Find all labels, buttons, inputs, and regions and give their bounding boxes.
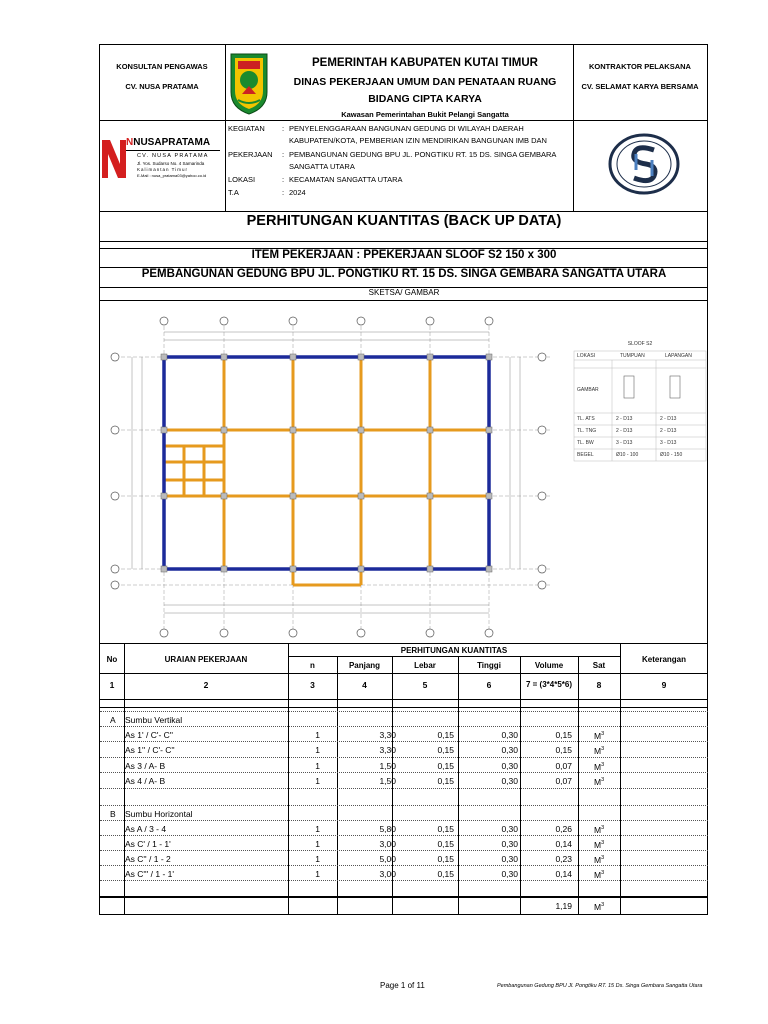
sloof-header-tumpuan: TUMPUAN	[620, 353, 645, 359]
logo-address-2: Kalimantan Timur	[137, 167, 189, 172]
sloof-row-label: TL. BW	[577, 440, 594, 446]
col-panjang: Panjang	[348, 661, 381, 670]
row-tinggi: 0,30	[501, 761, 518, 771]
row-panjang: 1,50	[379, 761, 396, 771]
header-line-3: BIDANG CIPTA KARYA	[368, 93, 482, 105]
col-index: 3	[310, 680, 315, 690]
row-label: As 1'' / C'- C''	[125, 745, 175, 755]
floor-plan-drawing	[100, 300, 708, 642]
row-tinggi: 0,30	[501, 839, 518, 849]
divider	[100, 707, 707, 708]
row-separator	[100, 788, 708, 789]
col-index: 7 = (3*4*5*6)	[525, 680, 573, 689]
item-title: ITEM PEKERJAAN : PPEKERJAAN SLOOF S2 150 x 300	[251, 249, 557, 261]
row-sat: $M^3$	[594, 777, 605, 787]
row-label: As C' / 1 - 1'	[125, 839, 171, 849]
divider	[100, 897, 707, 898]
row-separator	[100, 835, 708, 836]
sloof-row-lapangan: 2 - D13	[660, 416, 677, 422]
row-lebar: 0,15	[437, 730, 454, 740]
total-sat: $M^3$	[594, 902, 605, 912]
ta-value: 2024	[289, 188, 306, 197]
page-title: PERHITUNGAN KUANTITAS (BACK UP DATA)	[246, 213, 562, 229]
ta-label: T.A	[228, 188, 239, 197]
divider	[458, 698, 459, 915]
selamat-karya-logo-icon	[606, 132, 682, 196]
contractor-name: CV. SELAMAT KARYA BERSAMA	[581, 82, 699, 91]
row-sat: $M^3$	[594, 731, 605, 741]
row-n: 1	[315, 869, 320, 879]
col-index: 9	[661, 680, 667, 690]
row-tinggi: 0,30	[501, 869, 518, 879]
sloof-row-tumpuan: 3 - D13	[616, 440, 633, 446]
colon: :	[282, 188, 285, 197]
col-index: 1	[109, 680, 115, 690]
row-volume: 0,15	[555, 730, 572, 740]
row-lebar: 0,15	[437, 869, 454, 879]
colon: :	[282, 124, 285, 133]
page-number: Page 1 of 11	[380, 981, 425, 990]
col-group: PERHITUNGAN KUANTITAS	[400, 646, 508, 655]
sketch-label: SKETSA/ GAMBAR	[368, 288, 440, 297]
nusa-pratama-logo-icon	[100, 136, 128, 182]
kutai-timur-emblem-icon	[228, 50, 270, 116]
row-separator	[100, 726, 708, 727]
contractor-title: KONTRAKTOR PELAKSANA	[589, 62, 691, 71]
sloof-row-label: TL. ATS	[577, 416, 595, 422]
col-uraian: URAIAN PEKERJAAN	[164, 655, 248, 664]
colon: :	[282, 175, 285, 184]
divider	[100, 896, 708, 897]
divider	[337, 698, 338, 915]
pekerjaan-value-2: SANGATTA UTARA	[289, 162, 355, 171]
sloof-table-title: SLOOF S2	[627, 341, 653, 347]
logo-address-1: Jl. Yos. Sudarso No. 4 Samarinda	[137, 161, 205, 166]
divider	[225, 45, 226, 211]
section-title: Sumbu Horizontal	[125, 809, 193, 819]
row-volume: 0,15	[555, 745, 572, 755]
row-separator	[100, 757, 708, 758]
row-sat: $M^3$	[594, 840, 605, 850]
divider	[100, 211, 707, 212]
row-volume: 0,23	[555, 854, 572, 864]
sloof-row-tumpuan: Ø10 - 100	[616, 452, 639, 458]
row-lebar: 0,15	[437, 745, 454, 755]
sloof-header-lokasi: LOKASI	[577, 353, 596, 359]
col-index: 5	[422, 680, 428, 690]
row-n: 1	[315, 839, 320, 849]
col-tinggi: Tinggi	[477, 661, 501, 670]
col-lebar: Lebar	[414, 661, 436, 670]
divider	[100, 673, 708, 674]
logo-brand: NNUSAPRATAMA	[126, 137, 211, 148]
row-label: As 1' / C'- C''	[125, 730, 174, 740]
row-n: 1	[315, 730, 320, 740]
divider	[126, 150, 220, 151]
row-label: As A / 3 - 4	[125, 824, 167, 834]
row-separator	[100, 850, 708, 851]
divider	[520, 698, 521, 915]
row-separator	[100, 741, 708, 742]
row-tinggi: 0,30	[501, 854, 518, 864]
sloof-row-lapangan: Ø10 - 150	[660, 452, 683, 458]
sloof-row-lapangan: 3 - D13	[660, 440, 677, 446]
project-subtitle: PEMBANGUNAN GEDUNG BPU JL. PONGTIKU RT. 15 DS. SINGA GEMBARA SANGATTA UTARA	[141, 268, 667, 280]
row-n: 1	[315, 745, 320, 755]
kegiatan-value-1: PENYELENGGARAAN BANGUNAN GEDUNG DI WILAYAH DAERAH	[289, 124, 524, 133]
row-separator	[100, 880, 708, 881]
total-volume: 1,19	[555, 901, 572, 911]
header-line-1: PEMERINTAH KABUPATEN KUTAI TIMUR	[312, 57, 538, 69]
row-tinggi: 0,30	[501, 745, 518, 755]
row-n: 1	[315, 776, 320, 786]
col-volume: Volume	[534, 661, 564, 670]
row-panjang: 3,30	[379, 745, 396, 755]
consultant-title: KONSULTAN PENGAWAS	[116, 62, 208, 71]
row-panjang: 3,30	[379, 730, 396, 740]
kegiatan-label: KEGIATAN	[228, 124, 265, 133]
row-panjang: 5,00	[379, 854, 396, 864]
row-tinggi: 0,30	[501, 824, 518, 834]
row-separator	[100, 865, 708, 866]
row-lebar: 0,15	[437, 761, 454, 771]
divider	[288, 656, 620, 657]
sloof-row-label: TL. TNG	[577, 428, 597, 434]
divider	[620, 698, 621, 915]
row-sat: $M^3$	[594, 825, 605, 835]
kegiatan-value-2: KABUPATEN/KOTA, PEMBERIAN IZIN MENDIRIKAN BANGUNAN IMB DAN	[289, 136, 547, 145]
sloof-row-label: BEGEL	[577, 452, 594, 458]
row-sat: $M^3$	[594, 870, 605, 880]
section-code: A	[110, 715, 116, 725]
divider	[100, 241, 707, 242]
row-lebar: 0,15	[437, 839, 454, 849]
row-volume: 0,14	[555, 839, 572, 849]
row-volume: 0,26	[555, 824, 572, 834]
lokasi-label: LOKASI	[228, 175, 256, 184]
consultant-name: CV. NUSA PRATAMA	[125, 82, 199, 91]
row-separator	[100, 711, 708, 712]
sloof-row-lapangan: 2 - D13	[660, 428, 677, 434]
row-sat: $M^3$	[594, 855, 605, 865]
row-separator	[100, 805, 708, 806]
col-index: 2	[203, 680, 209, 690]
colon: :	[282, 150, 285, 159]
footer-project: Pembangunan Gedung BPU Jl. Pongtiku RT. 15 Ds. Singa Gembara Sangatta Utara	[497, 983, 703, 989]
row-volume: 0,07	[555, 761, 572, 771]
section-title: Sumbu Vertikal	[125, 715, 183, 725]
logo-email: E-Mail : nusa_pratama03@yahoo.co.id	[137, 173, 207, 178]
row-panjang: 1,50	[379, 776, 396, 786]
row-volume: 0,07	[555, 776, 572, 786]
divider	[578, 698, 579, 915]
row-lebar: 0,15	[437, 776, 454, 786]
section-code: B	[110, 809, 116, 819]
header-line-2: DINAS PEKERJAAN UMUM DAN PENATAAN RUANG	[293, 76, 557, 88]
pekerjaan-value-1: PEMBANGUNAN GEDUNG BPU JL. PONGTIKU RT. 15 DS. SINGA GEMBARA	[289, 150, 557, 159]
row-separator	[100, 772, 708, 773]
row-label: As 4 / A- B	[125, 776, 166, 786]
row-tinggi: 0,30	[501, 730, 518, 740]
row-n: 1	[315, 761, 320, 771]
row-panjang: 5,80	[379, 824, 396, 834]
col-sat: Sat	[592, 661, 606, 670]
col-index: 4	[362, 680, 367, 690]
sloof-header-lapangan: LAPANGAN	[665, 353, 692, 359]
logo-subtitle: CV. NUSA PRATAMA	[137, 153, 209, 159]
sloof-row-tumpuan: 2 - D13	[616, 428, 633, 434]
row-panjang: 3,00	[379, 839, 396, 849]
col-keterangan: Keterangan	[641, 655, 686, 664]
lokasi-value: KECAMATAN SANGATTA UTARA	[289, 175, 403, 184]
row-lebar: 0,15	[437, 854, 454, 864]
col-index: 8	[596, 680, 602, 690]
row-volume: 0,14	[555, 869, 572, 879]
pekerjaan-label: PEKERJAAN	[228, 150, 273, 159]
row-panjang: 3,00	[379, 869, 396, 879]
row-label: As 3 / A- B	[125, 761, 166, 771]
row-sat: $M^3$	[594, 762, 605, 772]
row-separator	[100, 820, 708, 821]
sloof-row-tumpuan: 2 - D13	[616, 416, 633, 422]
row-n: 1	[315, 854, 320, 864]
row-label: As C''' / 1 - 1'	[125, 869, 175, 879]
row-lebar: 0,15	[437, 824, 454, 834]
row-n: 1	[315, 824, 320, 834]
col-index: 6	[486, 680, 492, 690]
sloof-gambar-label: GAMBAR	[577, 387, 599, 393]
row-tinggi: 0,30	[501, 776, 518, 786]
divider	[100, 699, 707, 700]
row-label: As C'' / 1 - 2	[125, 854, 171, 864]
divider	[100, 120, 707, 121]
col-n: n	[310, 661, 315, 670]
row-sat: $M^3$	[594, 746, 605, 756]
col-no: No	[106, 655, 118, 664]
header-line-4: Kawasan Pemerintahan Bukit Pelangi Sangatta	[341, 110, 509, 119]
